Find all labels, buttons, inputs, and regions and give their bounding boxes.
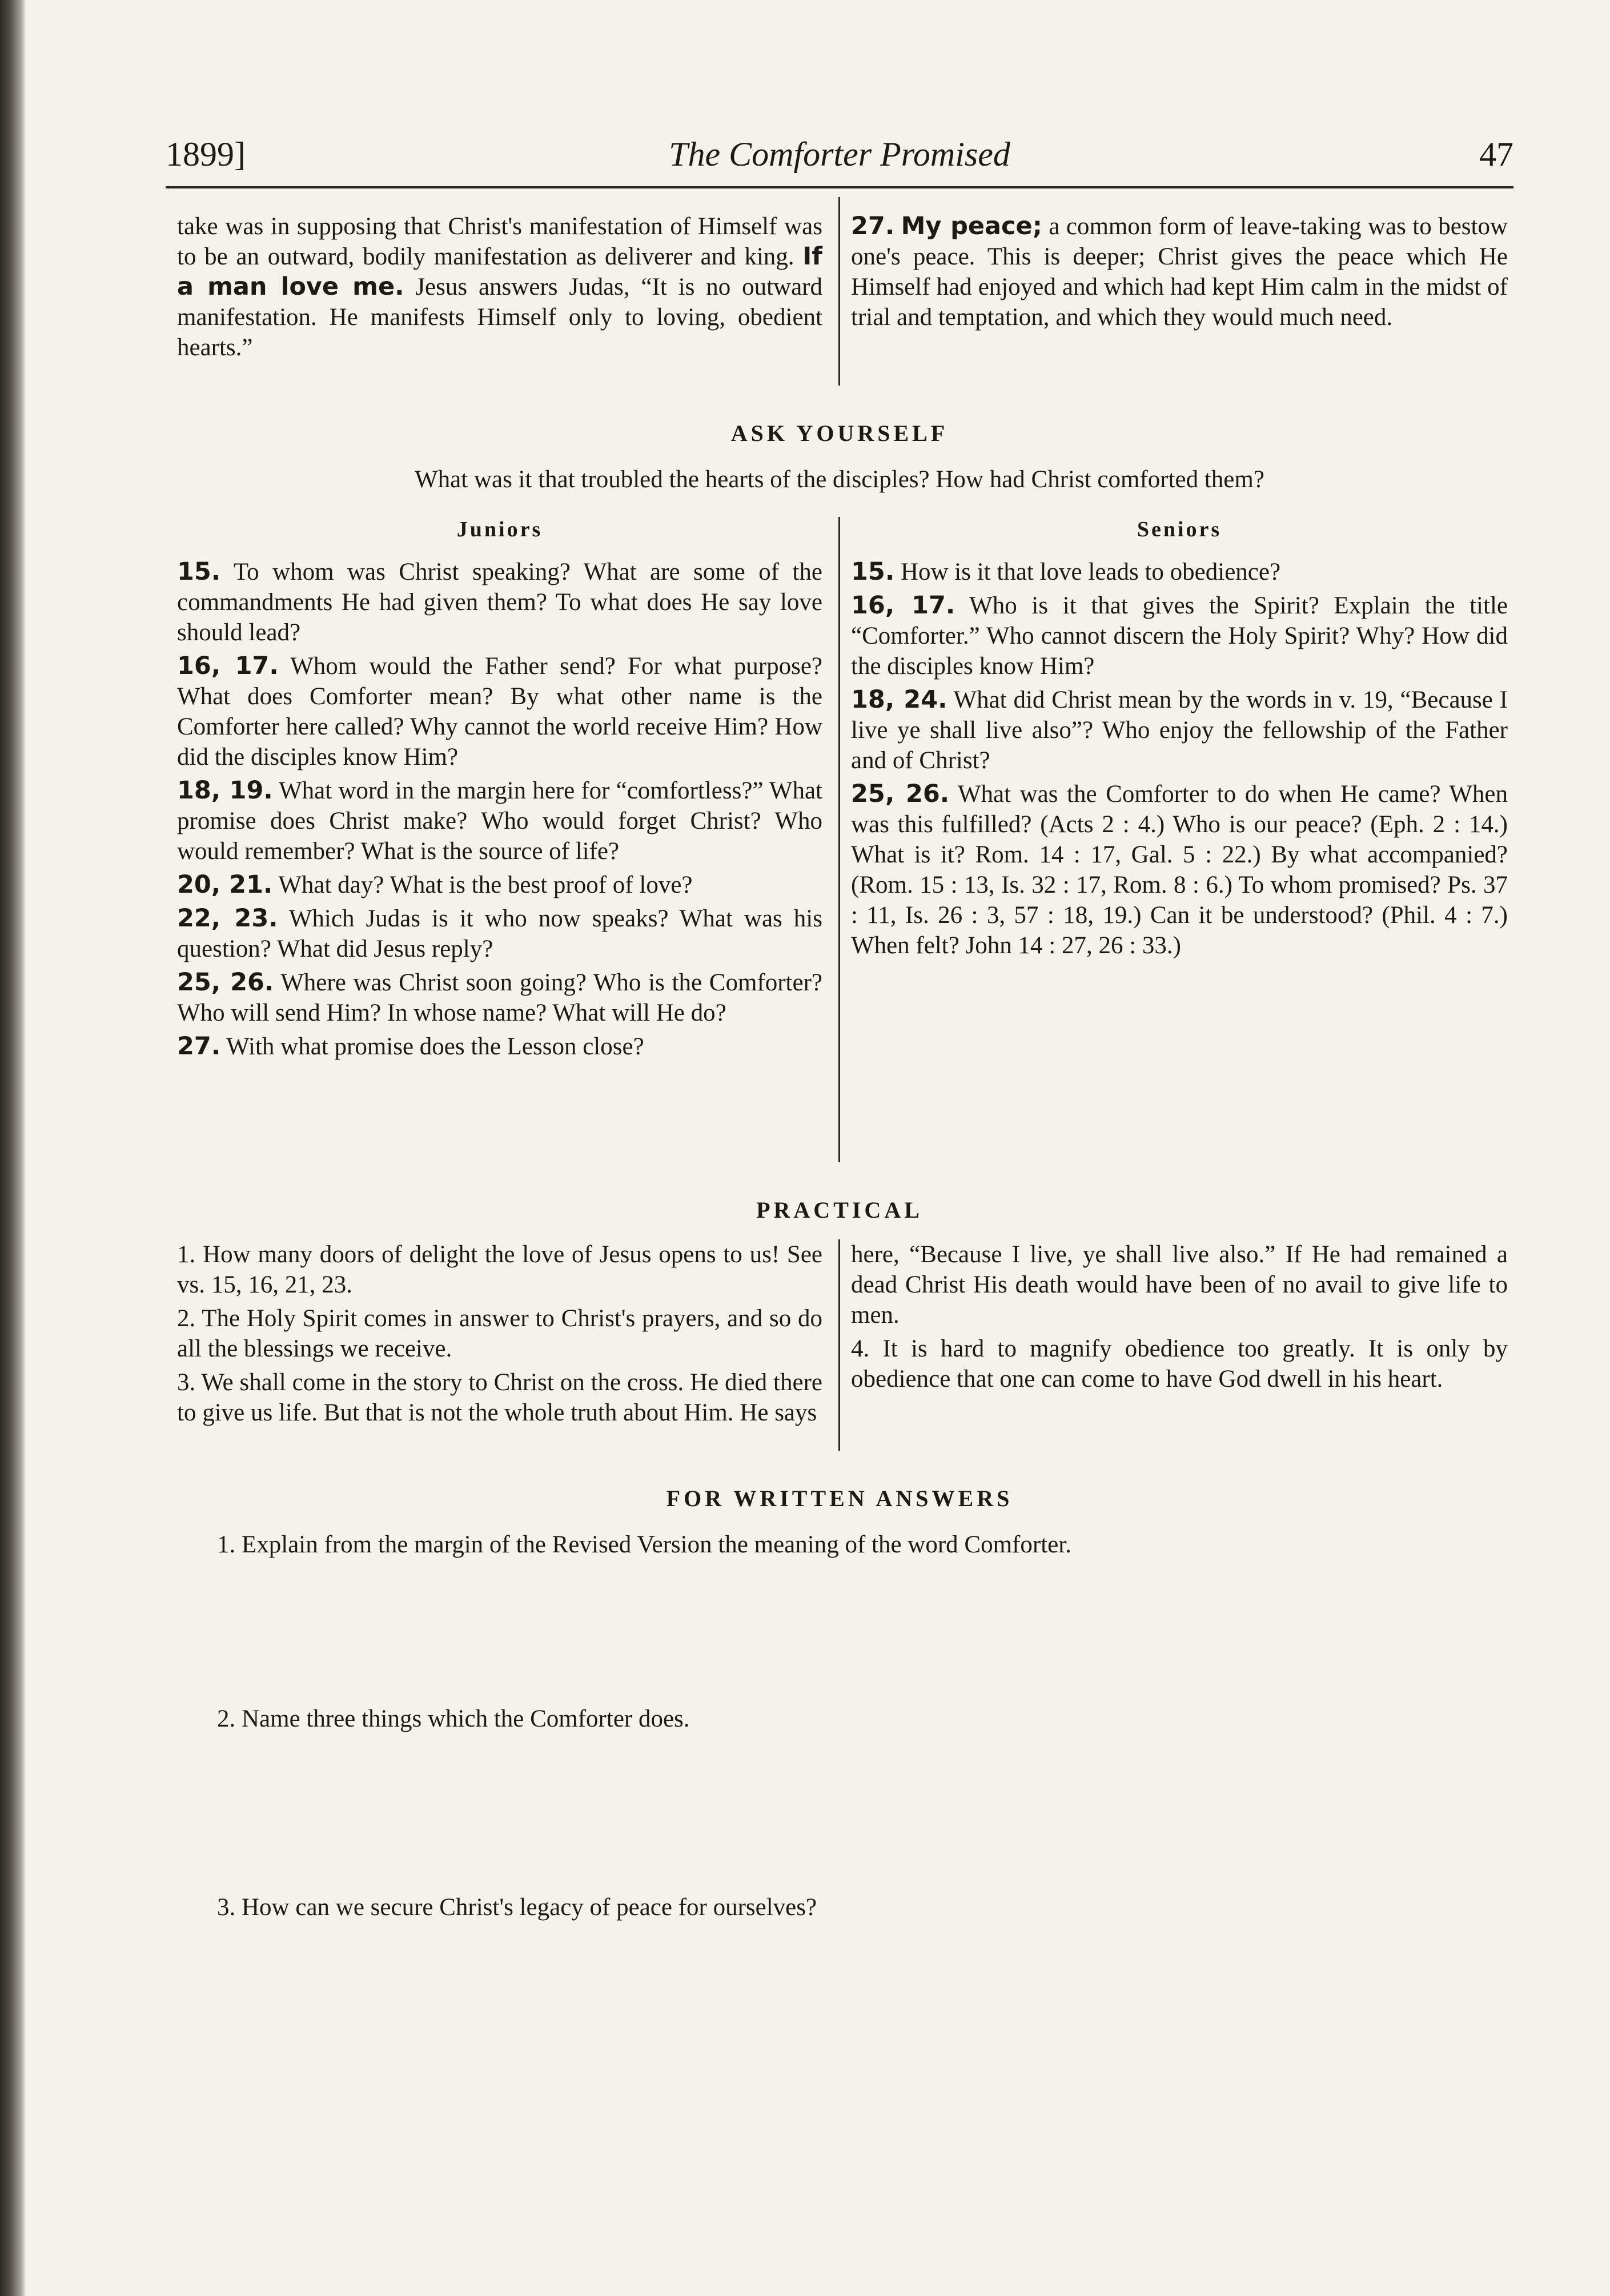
written-answers-heading: FOR WRITTEN ANSWERS xyxy=(666,1486,1013,1511)
header-year: 1899] xyxy=(166,135,246,173)
top-left-column xyxy=(177,211,822,366)
ask-yourself-heading: ASK YOURSELF xyxy=(730,420,949,446)
practical-item: 2. The Holy Spirit comes in answer to Christ's prayers, and so do all the blessings we receive. xyxy=(177,1305,822,1362)
scanned-page-edge xyxy=(0,0,26,2296)
juniors-item: 20, 21. What day? What is the best proof of love? xyxy=(177,870,693,899)
written-question: 2. Name three things which the Comforter does. xyxy=(217,1705,690,1732)
juniors-heading: Juniors xyxy=(456,517,543,541)
header-rule xyxy=(166,186,1513,188)
top-column-divider xyxy=(838,197,840,386)
seniors-item: 16, 17. Who is it that gives the Spirit? Explain the title “Comforter.” Who cannot discern the Holy Spirit? Why? How did the disciples know Him? xyxy=(851,591,1508,680)
juniors-item: 16, 17. Whom would the Father send? For what purpose? What does Comforter mean? By what other name is the Comforter here called? Why cannot the world receive Him? How did the disciples know Him? xyxy=(177,652,822,770)
header-title: The Comforter Promised xyxy=(669,135,1010,173)
juniors-column xyxy=(177,557,822,1065)
practical-item: here, “Because I live, ye shall live also.” If He had remained a dead Christ His death would have been of no avail to give life to men. xyxy=(851,1241,1508,1328)
ask-column-divider xyxy=(838,517,840,1162)
top-right-verse-number: 27. xyxy=(851,212,895,240)
written-question: 3. How can we secure Christ's legacy of peace for ourselves? xyxy=(217,1894,817,1921)
ask-intro: What was it that troubled the hearts of the disciples? How had Christ comforted them? xyxy=(415,466,1264,493)
practical-right-column xyxy=(851,1239,1508,1398)
top-right-keyword: My peace; xyxy=(901,212,1042,240)
practical-item: 3. We shall come in the story to Christ on the cross. He died there to give us life. But that is not the whole truth about Him. He says xyxy=(177,1369,822,1426)
practical-item: 1. How many doors of delight the love of Jesus opens to us! See vs. 15, 16, 21, 23. xyxy=(177,1241,822,1298)
juniors-item: 25, 26. Where was Christ soon going? Who is the Comforter? Who will send Him? In whose name? What will He do? xyxy=(177,968,822,1026)
juniors-item: 15. To whom was Christ speaking? What are some of the commandments He had given them? To what does He say love should lead? xyxy=(177,557,822,646)
top-left-text: take was in supposing that Christ's manifestation of Himself was to be an outward, bodily manifestation as deliverer and king. xyxy=(177,213,822,270)
top-right-rest: a common form of leave-taking was to bestow one's peace. This is deeper; Christ gives the peace which He Himself had enjoyed and which had kept Him calm in the midst of trial and temptation, and which they would much need. xyxy=(851,213,1508,331)
practical-item: 4. It is hard to magnify obedience too greatly. It is only by obedience that one can come to have God dwell in his heart. xyxy=(851,1335,1508,1392)
practical-left-column xyxy=(177,1239,822,1431)
page-header xyxy=(166,129,1513,180)
seniors-item: 25, 26. What was the Comforter to do when He came? When was this fulfilled? (Acts 2 : 4.) Who is our peace? (Eph. 2 : 14.) What is it? Rom. 14 : 17, Gal. 5 : 22.) By what accompanied? (Rom. 15 : 13, Is. 32 : 17, Rom. 8 : 6.) To whom promised? Ps. 37 : 11, Is. 26 : 3, 57 : 18, 19.) Can it be understood? (Phil. 4 : 7.) When felt? John 14 : 27, 26 : 33.) xyxy=(851,780,1508,959)
written-question: 1. Explain from the margin of the Revised Version the meaning of the word Comforter. xyxy=(217,1531,1071,1558)
juniors-item: 22, 23. Which Judas is it who now speaks? What was his question? What did Jesus reply? xyxy=(177,904,822,962)
practical-heading: PRACTICAL xyxy=(756,1197,923,1223)
top-left-keyword: If a man love me. xyxy=(177,242,822,301)
seniors-column xyxy=(851,557,1508,964)
seniors-item: 18, 24. What did Christ mean by the words in v. 19, “Because I live ye shall live also”? Who enjoy the fellowship of the Father and of Christ? xyxy=(851,685,1508,774)
page-number: 47 xyxy=(1479,135,1513,173)
top-right-paragraph xyxy=(851,211,1508,332)
top-right-column xyxy=(851,211,1508,336)
practical-column-divider xyxy=(838,1239,840,1451)
top-left-rest: Jesus answers Judas, “It is no outward manifestation. He manifests Himself only to loving, obedient hearts.” xyxy=(177,274,823,361)
juniors-item: 27. With what promise does the Lesson close? xyxy=(177,1032,644,1061)
seniors-heading: Seniors xyxy=(1137,517,1222,541)
top-left-paragraph xyxy=(177,211,822,363)
juniors-item: 18, 19. What word in the margin here for “comfortless?” What promise does Christ make? Who would forget Christ? Who would remember? What is the source of life? xyxy=(177,776,822,865)
seniors-item: 15. How is it that love leads to obedience? xyxy=(851,557,1281,586)
